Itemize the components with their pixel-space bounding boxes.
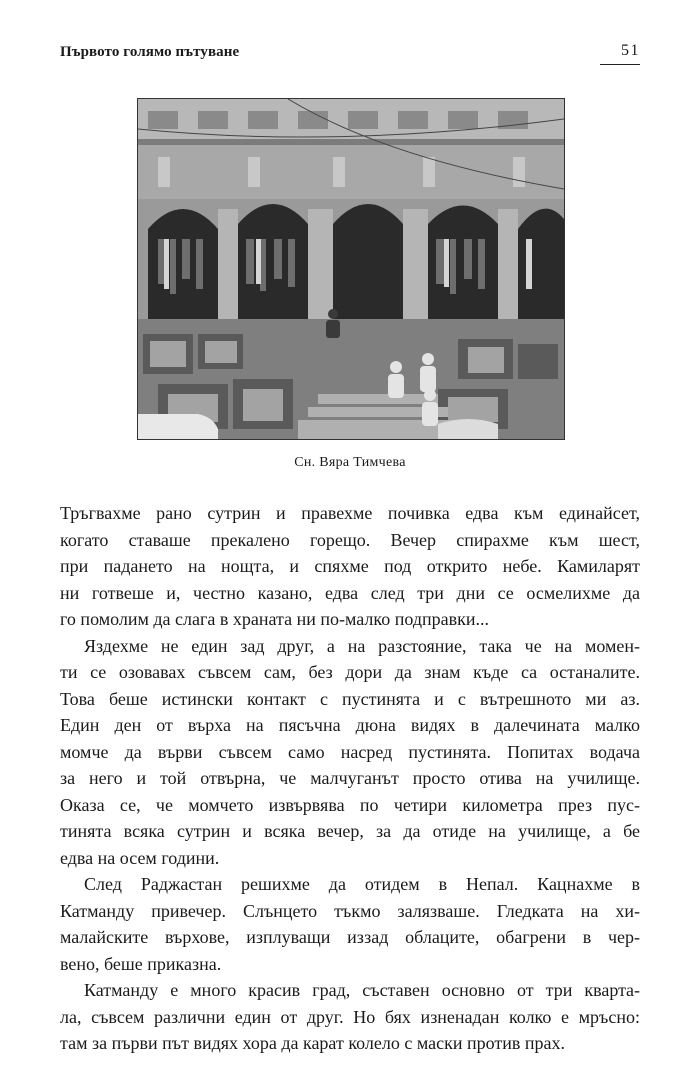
text-line: Това беше истински контакт с пустинята и с вътрешното ми аз. [60,688,640,709]
text-line: Катманду привечер. Слънцето тъкмо залязваше. Гледката на хи- [60,900,640,921]
text-line: едва на осем години. [60,847,220,868]
page-number: 51 [621,42,640,59]
body-text [60,500,640,1057]
text-line: ни готвеше и, честно казано, едва след три дни се осмелихме да [60,582,640,603]
text-line: Тръгвахме рано сутрин и правехме почивка едва към единайсет, [60,503,640,523]
market-arcade-photo [138,99,564,439]
text-line: момче да върви съвсем само насред пустинята. Попитах водача [60,741,640,762]
text-line: ла, съвсем различни един от друг. Но бях изненадан колко е мръсно: [60,1006,640,1027]
text-line: за него и той отвърна, че малчуганът просто отива на училище. [60,768,640,788]
text-line: Един ден от върха на пясъчна дюна видях в далечината малко [60,715,640,735]
text-line: там за първи път видях хора да карат колело с маски против прах. [60,1033,565,1053]
text-line: Оказа се, че момчето извървява по четири километра през пус- [60,794,640,815]
text-line: ти се озовавах съвсем сам, без дори да знам къде са останалите. [60,662,640,682]
text-line: След Раджастан решихме да отидем в Непал. Кацнахме в [84,874,640,894]
photo-caption: Сн. Вяра Тимчева [294,455,406,470]
text-line: тинята всяка сутрин и всяка вечер, за да отиде на училище, а бе [60,821,640,841]
text-line: Катманду е много красив град, съставен основно от три квартa- [84,980,640,1000]
page-number-rule [600,64,640,65]
text-line: вено, беше приказна. [60,953,222,974]
text-line: го помолим да слага в храната ни по-малко подправки... [60,609,489,629]
text-line: малайските върхове, изплуващи иззад облаците, обагрени в чер- [60,927,640,947]
running-head [60,42,640,66]
photograph [137,98,565,440]
running-title: Първото голямо пътуване [60,44,240,60]
text-line: когато ставаше прекалено горещо. Вечер спирахме към шест, [60,529,640,550]
text-line: при падането на нощта, и спяхме под открито небе. Камиларят [60,556,640,576]
text-line: Яздехме не един зад друг, а на разстояние, така че на момен- [84,635,640,656]
